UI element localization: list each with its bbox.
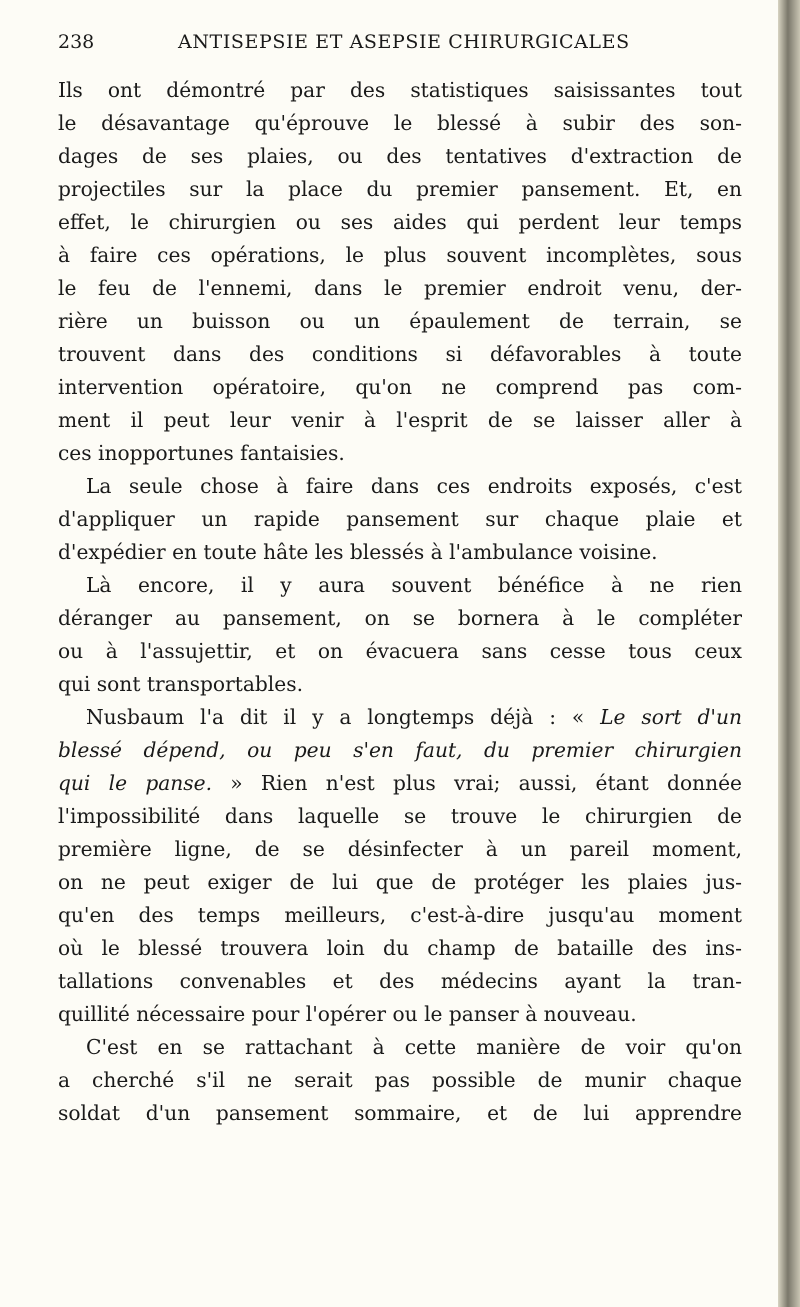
text-line: projectiles sur la place du premier pansement. Et, en — [58, 177, 742, 201]
text-segment: Nusbaum l'a dit il y a longtemps déjà : « — [86, 705, 601, 729]
text-line: tallations convenables et des médecins ayant la tran- — [58, 969, 742, 993]
text-line: première ligne, de se désinfecter à un pareil moment, — [58, 837, 742, 861]
text-line: effet, le chirurgien ou ses aides qui perdent leur temps — [58, 210, 742, 234]
text-line: à faire ces opérations, le plus souvent incomplètes, sous — [58, 243, 742, 267]
text-line: a cherché s'il ne serait pas possible de munir chaque — [58, 1068, 742, 1092]
text-line: ou à l'assujettir, et on évacuera sans cesse tous ceux — [58, 639, 742, 663]
text-line — [58, 701, 742, 734]
text-line: Là encore, il y aura souvent bénéfice à ne rien — [86, 573, 742, 597]
page-edge-shadow — [778, 0, 800, 1307]
text-line: intervention opératoire, qu'on ne comprend pas com- — [58, 375, 742, 399]
text-line: C'est en se rattachant à cette manière de voir qu'on — [86, 1035, 742, 1059]
body-text — [58, 74, 742, 1130]
text-line: d'expédier en toute hâte les blessés à l'ambulance voisine. — [58, 540, 658, 564]
text-segment: » Rien n'est plus vrai; aussi, étant donnée — [212, 771, 742, 795]
text-line: déranger au pansement, on se bornera à le compléter — [58, 606, 742, 630]
text-line: La seule chose à faire dans ces endroits exposés, c'est — [86, 474, 742, 498]
text-line: qu'en des temps meilleurs, c'est-à-dire jusqu'au moment — [58, 903, 742, 927]
text-line: le désavantage qu'éprouve le blessé à subir des son- — [58, 111, 742, 135]
quote-italic: blessé dépend, ou peu s'en faut, du premier chirurgien — [58, 738, 742, 762]
text-line: ces inopportunes fantaisies. — [58, 441, 345, 465]
text-line — [58, 767, 742, 800]
quote-italic: Le sort d'un — [600, 705, 742, 729]
text-line: qui sont transportables. — [58, 672, 303, 696]
text-line: le feu de l'ennemi, dans le premier endroit venu, der- — [58, 276, 742, 300]
text-line: on ne peut exiger de lui que de protéger les plaies jus- — [58, 870, 742, 894]
page-number: 238 — [58, 31, 95, 53]
text-line: rière un buisson ou un épaulement de terrain, se — [58, 309, 742, 333]
text-line: l'impossibilité dans laquelle se trouve le chirurgien de — [58, 804, 742, 828]
text-line: dages de ses plaies, ou des tentatives d'extraction de — [58, 144, 742, 168]
text-line: où le blessé trouvera loin du champ de bataille des ins- — [58, 936, 742, 960]
running-header — [58, 30, 658, 54]
text-line — [58, 734, 742, 767]
quote-italic: qui le panse. — [58, 771, 213, 795]
text-line: ment il peut leur venir à l'esprit de se laisser aller à — [58, 408, 742, 432]
text-line: soldat d'un pansement sommaire, et de lui apprendre — [58, 1101, 742, 1125]
running-title: ANTISEPSIE ET ASEPSIE CHIRURGICALES — [178, 31, 630, 53]
text-line: quillité nécessaire pour l'opérer ou le panser à nouveau. — [58, 1002, 637, 1026]
text-line: Ils ont démontré par des statistiques saisissantes tout — [58, 78, 742, 102]
text-line: d'appliquer un rapide pansement sur chaque plaie et — [58, 507, 742, 531]
text-line: trouvent dans des conditions si défavorables à toute — [58, 342, 742, 366]
